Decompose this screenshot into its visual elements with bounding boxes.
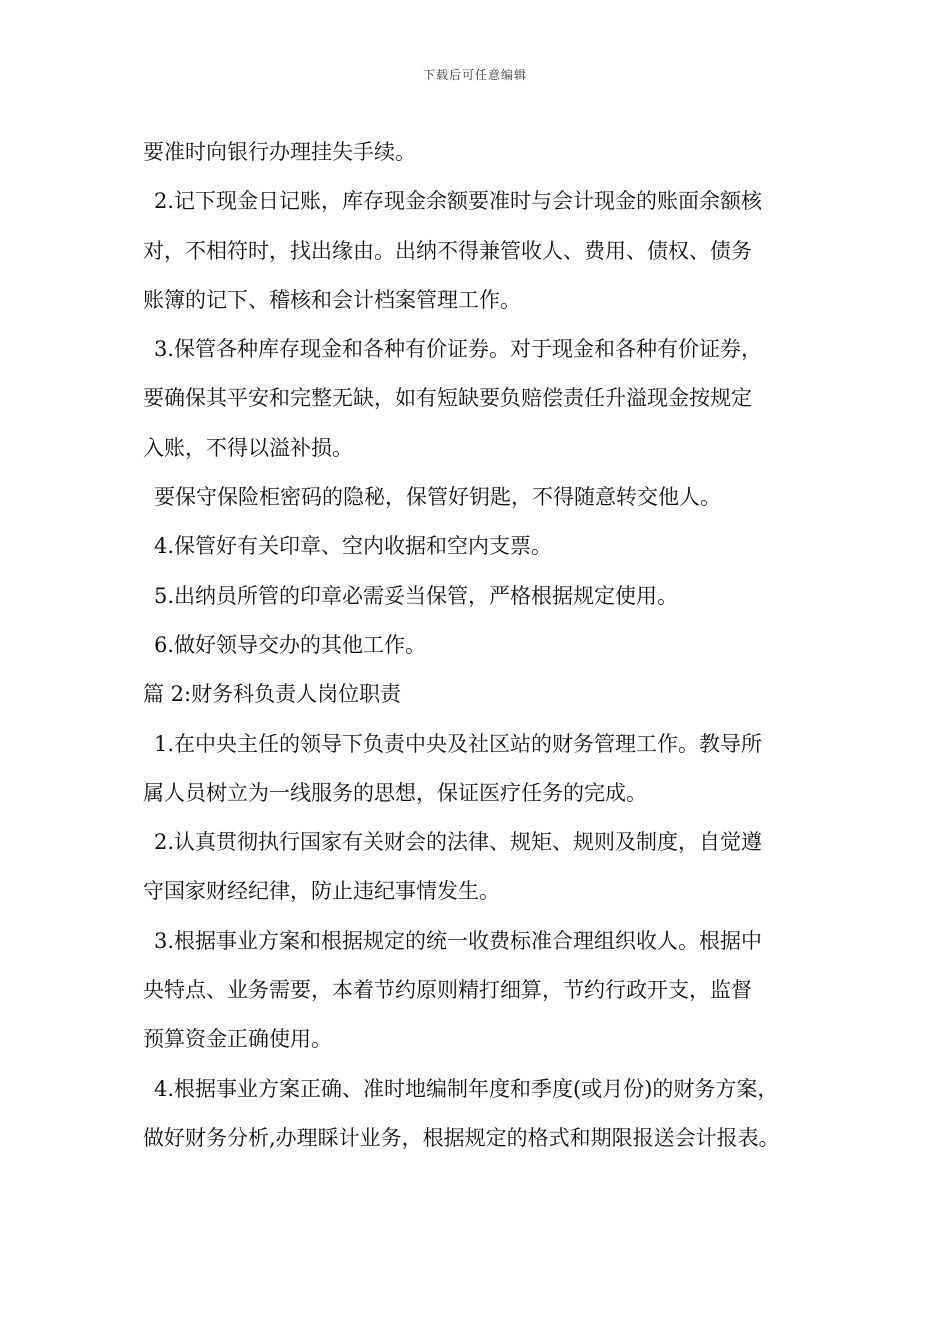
paragraph-line: 央特点、业务需要，本着节约原则精打细算，节约行政开支，监督 — [143, 978, 752, 1003]
paragraph-line: 属人员树立为一线服务的思想，保证医疗任务的完成。 — [143, 780, 647, 805]
page-header: 下载后可任意编辑 — [422, 68, 527, 82]
paragraph-line: 1.在中央主任的领导下负责中央及社区站的财务管理工作。教导所 — [154, 731, 763, 756]
paragraph-line: 做好财务分析,办理睬计业务，根据规定的格式和期限报送会计报表。 — [143, 1125, 780, 1150]
paragraph-line: 4.保管好有关印章、空内收据和空内支票。 — [154, 534, 553, 559]
paragraph-line: 要准时向银行办理挂失手续。 — [143, 140, 416, 164]
paragraph-line: 3.根据事业方案和根据规定的统一收费标准合理组织收人。根据中 — [154, 928, 763, 953]
paragraph-line: 4.根据事业方案正确、准时地编制年度和季度(或月份)的财务方案， — [154, 1076, 779, 1101]
paragraph-line: 6.做好领导交办的其他工作。 — [154, 632, 427, 657]
paragraph-line: 账簿的记下、稽核和会计档案管理工作。 — [143, 287, 521, 312]
paragraph-line: 2.认真贯彻执行国家有关财会的法律、规矩、规则及制度，自觉遵 — [154, 830, 763, 855]
document-body — [143, 128, 833, 1163]
paragraph-line: 守国家财经纪律，防止违纪事情发生。 — [143, 879, 500, 904]
paragraph-line: 5.出纳员所管的印章必需妥当保管，严格根据规定使用。 — [154, 583, 679, 608]
paragraph-line: 预算资金正确使用。 — [143, 1027, 332, 1052]
paragraph-line: 入账，不得以溢补损。 — [143, 435, 353, 460]
paragraph-line: 要保守保险柜密码的隐秘，保管好钥匙，不得随意转交他人。 — [154, 485, 721, 510]
paragraph-line: 对，不相符时，找出缘由。出纳不得兼管收人、费用、债权、债务 — [143, 238, 752, 263]
paragraph-line: 要确保其平安和完整无缺，如有短缺要负赔偿责任升溢现金按规定 — [143, 386, 752, 411]
section-heading: 篇 2:财务科负责人岗位职责 — [143, 682, 402, 707]
paragraph-line: 2.记下现金日记账，库存现金余额要准时与会计现金的账面余额核 — [154, 189, 763, 214]
paragraph-line: 3.保管各种库存现金和各种有价证券。对于现金和各种有价证券， — [154, 337, 763, 362]
